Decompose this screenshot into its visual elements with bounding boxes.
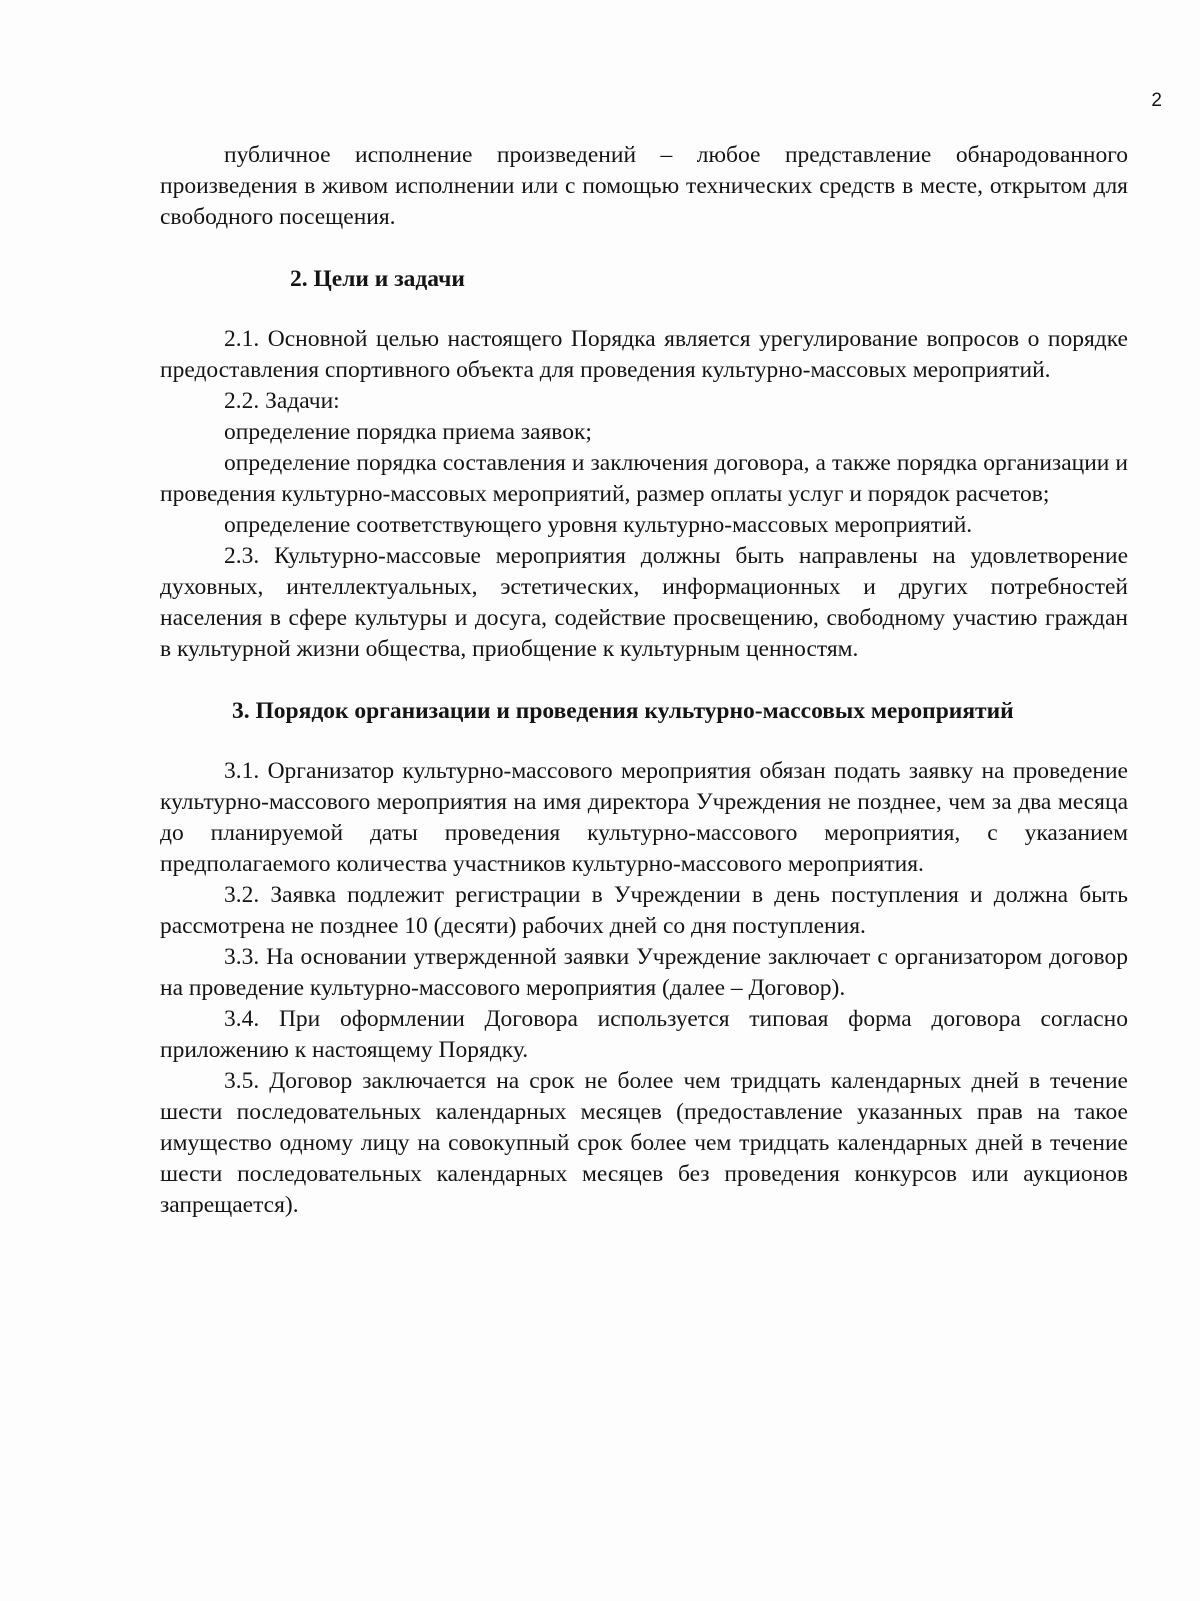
paragraph-2-1: 2.1. Основной целью настоящего Порядка является урегулирование вопросов о порядке предоставления спортивного объекта для проведения культурно-массовых мероприятий. — [160, 326, 1128, 383]
section-3-heading: 3. Порядок организации и проведения культурно-массовых мероприятий — [232, 698, 1014, 724]
paragraph-3-3: 3.3. На основании утвержденной заявки Учреждение заключает с организатором договор на проведение культурно-массового мероприятия (далее – Договор). — [160, 944, 1128, 1001]
paragraph-3-5: 3.5. Договор заключается на срок не более чем тридцать календарных дней в течение шести последовательных календарных месяцев (предоставление указанных прав на такое имущество одному лицу на совокупный срок более чем тридцать календарных дней в течение шести последовательных календарных месяцев без проведения конкурсов или аукционов запрещается). — [160, 1068, 1128, 1218]
document-body — [160, 140, 1128, 1221]
spacer — [160, 665, 1128, 696]
spacer — [160, 295, 1128, 324]
task-item-2: определение порядка составления и заключения договора, а также порядка организации и проведения культурно-массовых мероприятий, размер оплаты услуг и порядок расчетов; — [160, 450, 1128, 507]
paragraph-2-2: 2.2. Задачи: — [224, 388, 340, 414]
paragraph-2-3: 2.3. Культурно-массовые мероприятия должны быть направлены на удовлетворение духовных, интеллектуальных, эстетических, информационных и других потребностей населения в сфере культуры и досуга, содействие просвещению, свободному участию граждан в культурной жизни общества, приобщение к культурным ценностям. — [160, 543, 1128, 662]
spacer — [160, 727, 1128, 756]
task-item-3: определение соответствующего уровня культурно-массовых мероприятий. — [224, 512, 973, 538]
paragraph-3-2: 3.2. Заявка подлежит регистрации в Учреждении в день поступления и должна быть рассмотрена не позднее 10 (десяти) рабочих дней со дня поступления. — [160, 882, 1128, 939]
paragraph-3-4: 3.4. При оформлении Договора используется типовая форма договора согласно приложению к настоящему Порядку. — [160, 1006, 1128, 1063]
intro-paragraph: публичное исполнение произведений – любое представление обнародованного произведения в живом исполнении или с помощью технических средств в месте, открытом для свободного посещения. — [160, 142, 1128, 230]
section-2-heading: 2. Цели и задачи — [290, 266, 465, 292]
task-item-1: определение порядка приема заявок; — [224, 419, 592, 445]
page-number: 2 — [1151, 90, 1162, 111]
spacer — [160, 233, 1128, 264]
paragraph-3-1: 3.1. Организатор культурно-массового мероприятия обязан подать заявку на проведение культурно-массового мероприятия на имя директора Учреждения не позднее, чем за два месяца до планируемой даты проведения культурно-массового мероприятия, с указанием предполагаемого количества участников культурно-массового мероприятия. — [160, 758, 1128, 877]
